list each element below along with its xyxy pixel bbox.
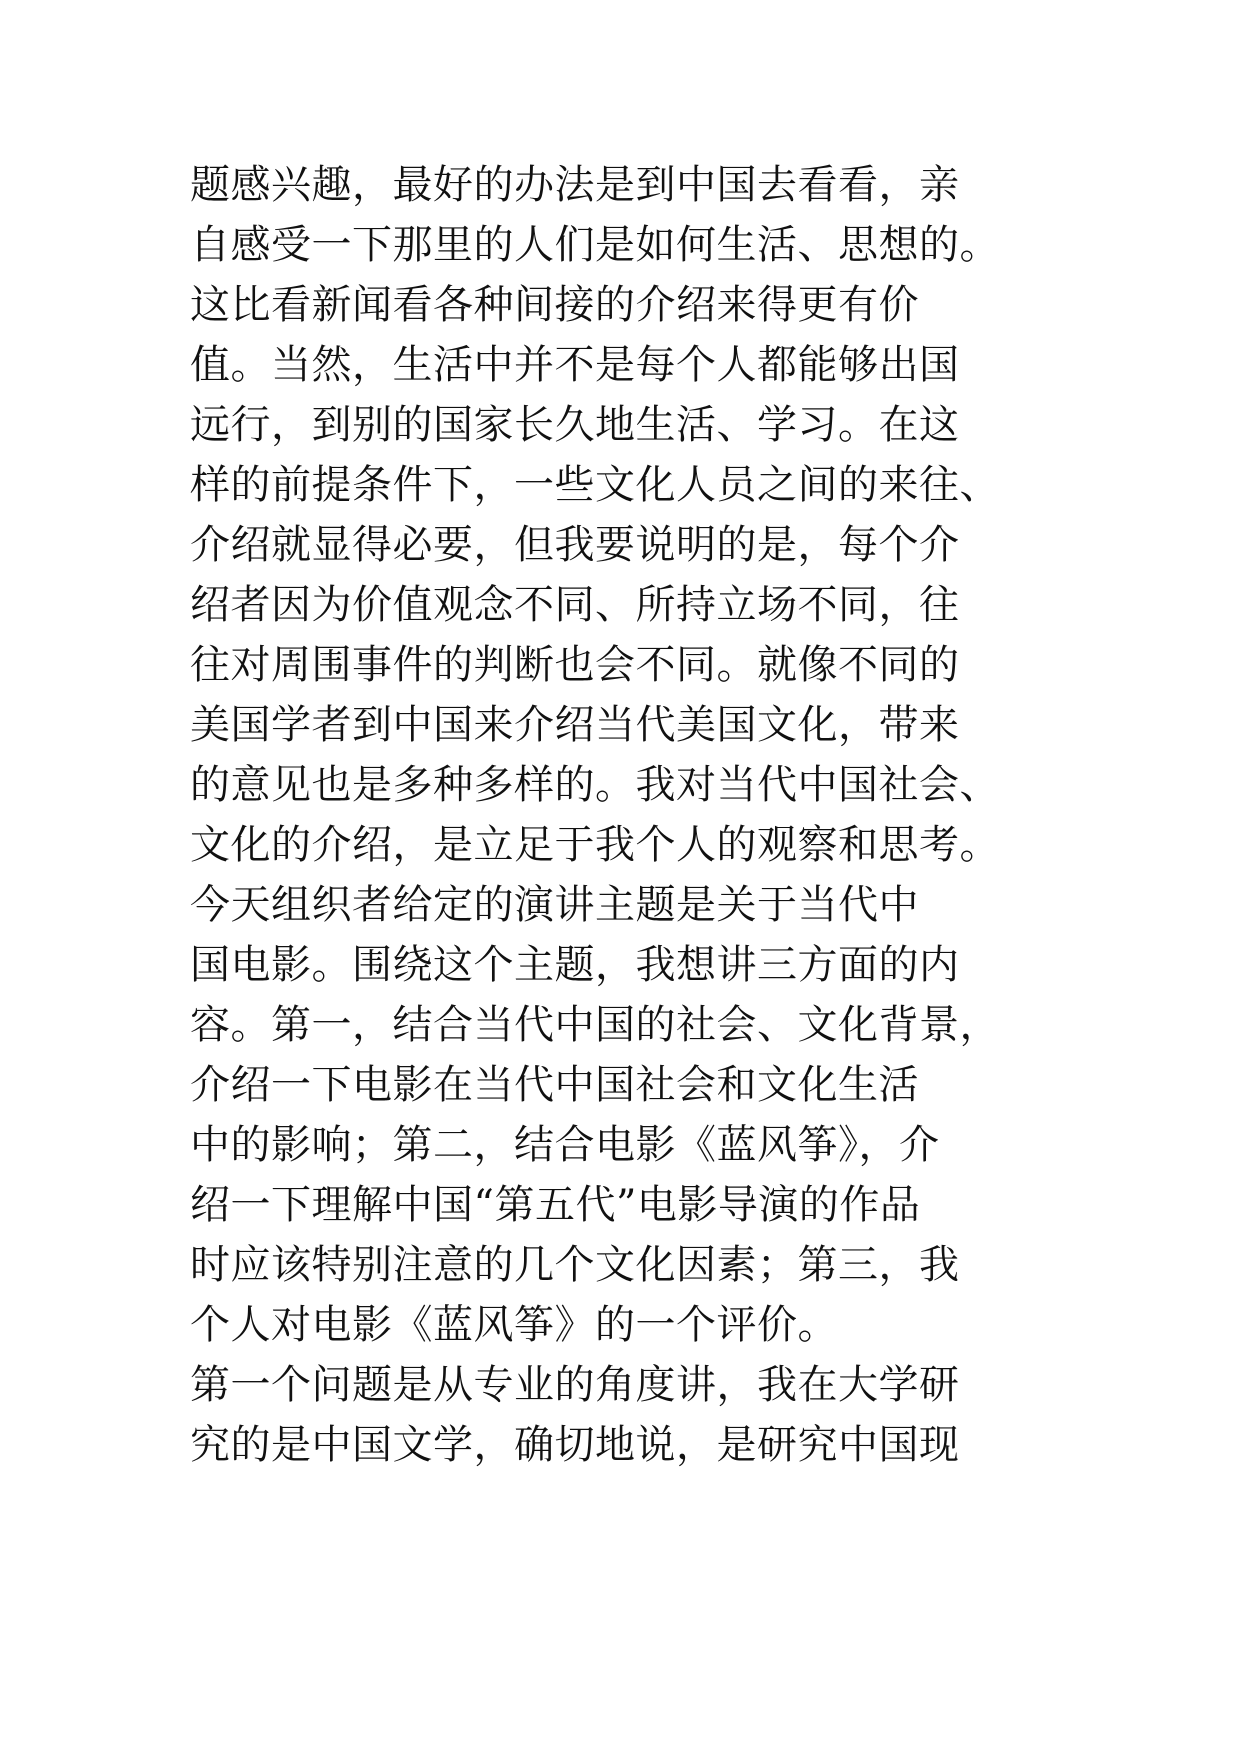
text-line: 美国学者到中国来介绍当代美国文化，带来: [190, 702, 960, 748]
text-line: 题感兴趣，最好的办法是到中国去看看，亲: [190, 162, 960, 208]
text-line: 的意见也是多种多样的。我对当代中国社会、: [190, 762, 1000, 808]
text-line: 绍一下理解中国“第五代”电影导演的作品: [190, 1182, 921, 1228]
text-line: 自感受一下那里的人们是如何生活、思想的。: [190, 222, 1000, 268]
text-line: 往对周围事件的判断也会不同。就像不同的: [190, 642, 960, 688]
text-line: 样的前提条件下，一些文化人员之间的来往、: [190, 462, 1000, 508]
text-line: 容。第一，结合当代中国的社会、文化背景，: [190, 1002, 1000, 1048]
text-line: 这比看新闻看各种间接的介绍来得更有价: [190, 282, 919, 328]
text-line: 绍者因为价值观念不同、所持立场不同，往: [190, 582, 960, 628]
text-line: 第一个问题是从专业的角度讲，我在大学研: [190, 1362, 960, 1408]
text-line: 值。当然，生活中并不是每个人都能够出国: [190, 342, 960, 388]
text-line: 究的是中国文学，确切地说，是研究中国现: [190, 1422, 960, 1468]
text-line: 文化的介绍，是立足于我个人的观察和思考。: [190, 822, 1000, 868]
text-line: 今天组织者给定的演讲主题是关于当代中: [190, 882, 919, 928]
text-line: 远行，到别的国家长久地生活、学习。在这: [190, 402, 960, 448]
body-text: [190, 155, 1150, 1475]
text-line: 中的影响；第二，结合电影《蓝风筝》，介: [190, 1122, 940, 1168]
text-line: 介绍就显得必要，但我要说明的是，每个介: [190, 522, 960, 568]
text-line: 个人对电影《蓝风筝》的一个评价。: [190, 1302, 838, 1348]
text-line: 时应该特别注意的几个文化因素；第三，我: [190, 1242, 960, 1288]
text-line: 介绍一下电影在当代中国社会和文化生活: [190, 1062, 919, 1108]
text-line: 国电影。围绕这个主题，我想讲三方面的内: [190, 942, 960, 988]
